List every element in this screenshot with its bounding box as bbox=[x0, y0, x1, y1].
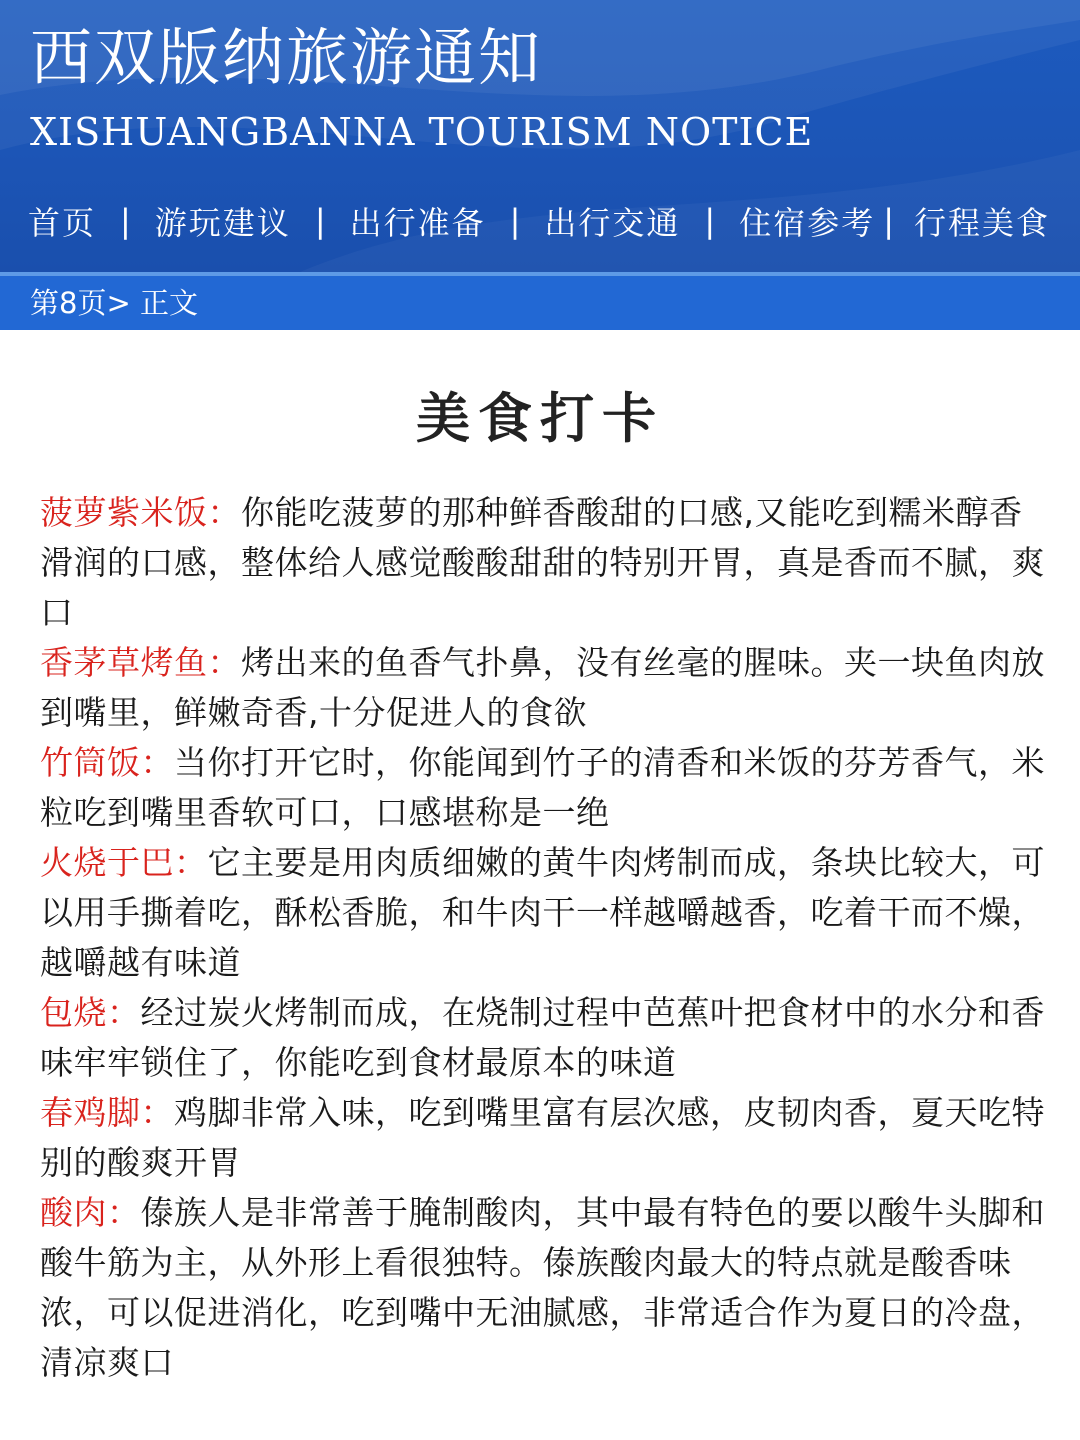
food-name: 包烧： bbox=[40, 993, 141, 1032]
food-entry bbox=[40, 1088, 1050, 1188]
food-name: 香茅草烤鱼： bbox=[40, 643, 241, 682]
article-title: 美食打卡 bbox=[416, 387, 664, 450]
nav-item-accommodation[interactable]: 住宿参考 bbox=[739, 204, 876, 242]
food-entry bbox=[40, 738, 1050, 838]
food-entry bbox=[40, 488, 1050, 638]
nav-separator: | bbox=[883, 202, 894, 240]
nav-item-preparation[interactable]: 出行准备 bbox=[349, 204, 486, 242]
food-entry bbox=[40, 838, 1050, 988]
food-entry bbox=[40, 1188, 1050, 1388]
food-entry bbox=[40, 638, 1050, 738]
nav-item-suggestions[interactable]: 游玩建议 bbox=[154, 204, 291, 242]
food-name: 火烧于巴： bbox=[40, 843, 208, 882]
nav-separator: | bbox=[314, 202, 326, 240]
breadcrumb-page[interactable]: 第8页> bbox=[30, 286, 131, 320]
food-name: 菠萝紫米饭： bbox=[40, 493, 241, 532]
nav-separator: | bbox=[120, 202, 131, 240]
nav-item-home[interactable]: 首页 bbox=[28, 204, 97, 242]
food-description: 傣族人是非常善于腌制酸肉，其中最有特色的要以酸牛头脚和酸牛筋为主，从外形上看很独特。傣族酸肉最大的特点就是酸香味浓，可以促进消化，吃到嘴中无油腻感，非常适合作为夏日的冷盘，清凉爽口 bbox=[40, 1193, 1045, 1382]
nav-separator: | bbox=[509, 202, 521, 240]
nav-separator: | bbox=[704, 202, 716, 240]
food-entry bbox=[40, 988, 1050, 1088]
breadcrumb bbox=[30, 283, 198, 323]
food-name: 酸肉： bbox=[40, 1193, 141, 1232]
food-description: 你能吃菠萝的那种鲜香酸甜的口感,又能吃到糯米醇香滑润的口感，整体给人感觉酸酸甜甜的特别开胃，真是香而不腻，爽口 bbox=[40, 493, 1045, 632]
food-description: 当你打开它时，你能闻到竹子的清香和米饭的芬芳香气，米粒吃到嘴里香软可口，口感堪称是一绝 bbox=[40, 743, 1045, 832]
food-description: 经过炭火烤制而成，在烧制过程中芭蕉叶把食材中的水分和香味牢牢锁住了，你能吃到食材最原本的味道 bbox=[40, 993, 1045, 1082]
site-title: 西双版纳旅游通知 bbox=[30, 21, 543, 94]
food-description: 烤出来的鱼香气扑鼻，没有丝毫的腥味。夹一块鱼肉放到嘴里，鲜嫩奇香,十分促进人的食欲 bbox=[40, 643, 1045, 732]
food-description: 鸡脚非常入味，吃到嘴里富有层次感，皮韧肉香，夏天吃特别的酸爽开胃 bbox=[40, 1093, 1045, 1182]
breadcrumb-bar bbox=[0, 276, 1080, 330]
nav-item-transport[interactable]: 出行交通 bbox=[544, 204, 681, 242]
food-name: 春鸡脚： bbox=[40, 1093, 174, 1132]
breadcrumb-current: 正文 bbox=[139, 286, 198, 320]
article-content bbox=[40, 488, 1050, 1388]
site-subtitle: XISHUANGBANNA TOURISM NOTICE bbox=[30, 110, 814, 154]
nav-item-food[interactable]: 行程美食 bbox=[913, 204, 1050, 242]
main-nav bbox=[28, 196, 1068, 246]
site-header bbox=[0, 0, 1080, 272]
food-description: 它主要是用肉质细嫩的黄牛肉烤制而成，条块比较大，可以用手撕着吃，酥松香脆，和牛肉干一样越嚼越香，吃着干而不燥，越嚼越有味道 bbox=[40, 843, 1045, 982]
food-name: 竹筒饭： bbox=[40, 743, 174, 782]
